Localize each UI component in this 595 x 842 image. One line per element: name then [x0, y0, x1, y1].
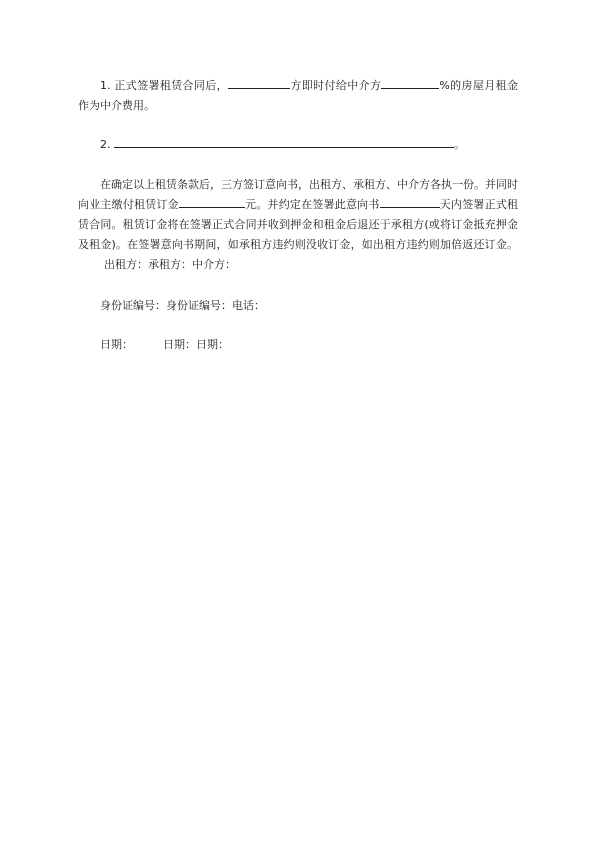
- date-labels-rest: 日期：日期：: [163, 338, 229, 351]
- clause-2-blank: [114, 136, 454, 148]
- clause-1-text-a: 1. 正式签署租赁合同后，: [100, 79, 229, 92]
- dates-line: [100, 335, 229, 355]
- confirmation-paragraph: [78, 175, 518, 275]
- clause-2-line: [100, 135, 465, 155]
- clause-2-end: 。: [454, 138, 465, 151]
- clause-1-paragraph: [78, 76, 518, 116]
- id-number-text: 身份证编号：身份证编号：电话：: [100, 299, 265, 312]
- id-number-line: [100, 296, 265, 316]
- confirmation-text-c: 天内签署正式租赁合同。租赁订金将在签署正式合同并收到押金和租金后退还于承租方(或将订金抵充押金及租金)。在签署意向书期间，如承租方违约则没收订金，如出租方违约则加倍返还订金。: [78, 198, 519, 251]
- clause-1-blank-percent: [381, 77, 439, 89]
- clause-2-number: 2.: [100, 138, 114, 151]
- confirmation-text-a: 在确定以上租赁条款后，三方签订意向书，出租方、承租方、中介方各执一份。并同时向业主缴付租赁订金: [78, 178, 518, 211]
- confirmation-text-b: 元。并约定在签署此意向书: [244, 198, 380, 211]
- days-blank: [380, 196, 440, 208]
- parties-line: 出租方：承租方：中介方：: [104, 258, 236, 271]
- clause-1-text-c: %的房屋月租金作为中介费用。: [78, 79, 518, 112]
- clause-1-text-b: 方即时付给中介方: [290, 79, 382, 92]
- date-label-first: 日期：: [100, 338, 133, 351]
- clause-1-blank-party: [228, 77, 290, 89]
- deposit-amount-blank: [179, 196, 245, 208]
